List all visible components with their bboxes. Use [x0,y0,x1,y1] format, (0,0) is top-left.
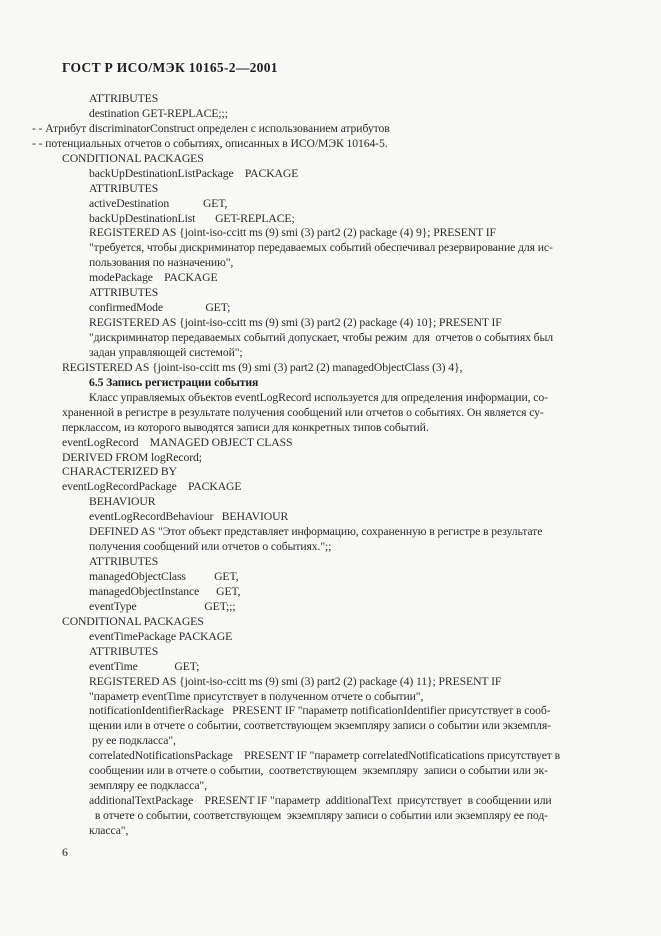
document-line: ATTRIBUTES [89,644,159,658]
document-line: eventTime GET; [89,659,200,673]
document-line: сообщении или в отчете о событии, соответствующем экземпляру записи о событии или эк- [89,764,548,778]
document-line: BEHAVIOUR [89,495,156,509]
page-number: 6 [62,845,68,859]
document-line: confirmedMode GET; [89,301,231,315]
document-line: correlatedNotificationsPackage PRESENT IF "параметр correlatedNotificatications присутствует в [89,749,561,763]
document-line: - - потенциальных отчетов о событиях, описанных в ИСО/МЭК 10164-5. [32,136,388,150]
document-line: additionalTextPackage PRESENT IF "параметр additionalText присутствует в сообщении или [89,794,552,808]
document-line: CONDITIONAL PACKAGES [62,614,204,628]
document-line: ATTRIBUTES [89,92,159,105]
document-line: DEFINED AS "Этот объект представляет информацию, сохраненную в регистре в результате [89,525,543,539]
document-line: класса", [89,823,129,837]
document-line: modePackage PACKAGE [89,271,218,285]
document-line: перклассом, из которого выводятся записи для конкретных типов событий. [62,420,429,434]
document-line: REGISTERED AS {joint-iso-ccitt ms (9) smi (3) part2 (2) package (4) 9}; PRESENT IF [89,226,496,240]
document-line: пользования по назначению", [89,256,234,270]
document-line: храненной в регистре в результате получения сообщений или отчетов о событиях. Он является су- [62,405,544,419]
document-line: DERIVED FROM logRecord; [62,450,202,464]
document-line: notificationIdentifierRackage PRESENT IF "параметр notificationIdentifier присутствует в сооб- [89,704,551,718]
document-line: "требуется, чтобы дискриминатор передаваемых событий обеспечивал резервирование для ис- [89,241,553,255]
document-line: managedObjectInstance GET, [89,584,241,598]
document-line: eventTimePackage PACKAGE [89,629,233,643]
document-line: eventLogRecord MANAGED OBJECT CLASS [62,435,293,449]
document-line: ATTRIBUTES [89,555,159,569]
document-line: REGISTERED AS {joint-iso-ccitt ms (9) smi (3) part2 (2) managedObjectClass (3) 4}, [62,360,463,374]
document-line: в отчете о событии, соответствующем экземпляру записи о событии или экземпляру ее под- [92,809,548,822]
document-line: ATTRIBUTES [89,181,159,195]
document-line: - - Атрибут discriminatorConstruct определен с использованием атрибутов [32,121,390,135]
document-line: "параметр eventTime присутствует в полученном отчете о событии", [89,689,424,703]
document-line: ру ее подкласса", [92,734,176,748]
document-line: Класс управляемых объектов eventLogRecord используется для определения информации, со- [89,390,548,404]
document-line: backUpDestinationList GET-REPLACE; [89,211,295,225]
document-line: REGISTERED AS {joint-iso-ccitt ms (9) smi (3) part2 (2) package (4) 11}; PRESENT IF [89,674,502,688]
document-line: CHARACTERIZED BY [62,465,177,479]
document-line: "дискриминатор передаваемых событий допускает, чтобы режим для отчетов о событиях был [89,331,554,344]
document-line: получения сообщений или отчетов о событиях.";; [89,540,332,554]
document-line: CONDITIONAL PACKAGES [62,151,204,165]
document-line: destination GET-REPLACE;;; [89,106,228,120]
document-line: backUpDestinationListPackage PACKAGE [89,166,299,180]
document-line: земпляру ее подкласса", [89,779,207,793]
document-line: щении или в отчете о событии, соответствующем экземпляру записи о событии или экземпля- [89,719,551,733]
document-body [0,92,661,839]
document-line: eventLogRecordPackage PACKAGE [62,480,242,494]
section-heading: 6.5 Запись регистрации события [89,375,259,389]
page-header: ГОСТ Р ИСО/МЭК 10165-2—2001 [62,60,278,75]
document-line: задан управляющей системой"; [89,345,243,359]
document-line: eventLogRecordBehaviour BEHAVIOUR [89,510,289,524]
document-line: eventType GET;;; [89,599,236,613]
document-line: managedObjectClass GET, [89,570,239,583]
document-line: ATTRIBUTES [89,286,159,300]
document-line: activeDestination GET, [89,196,228,210]
document-line: REGISTERED AS {joint-iso-ccitt ms (9) smi (3) part2 (2) package (4) 10}; PRESENT IF [89,316,502,330]
